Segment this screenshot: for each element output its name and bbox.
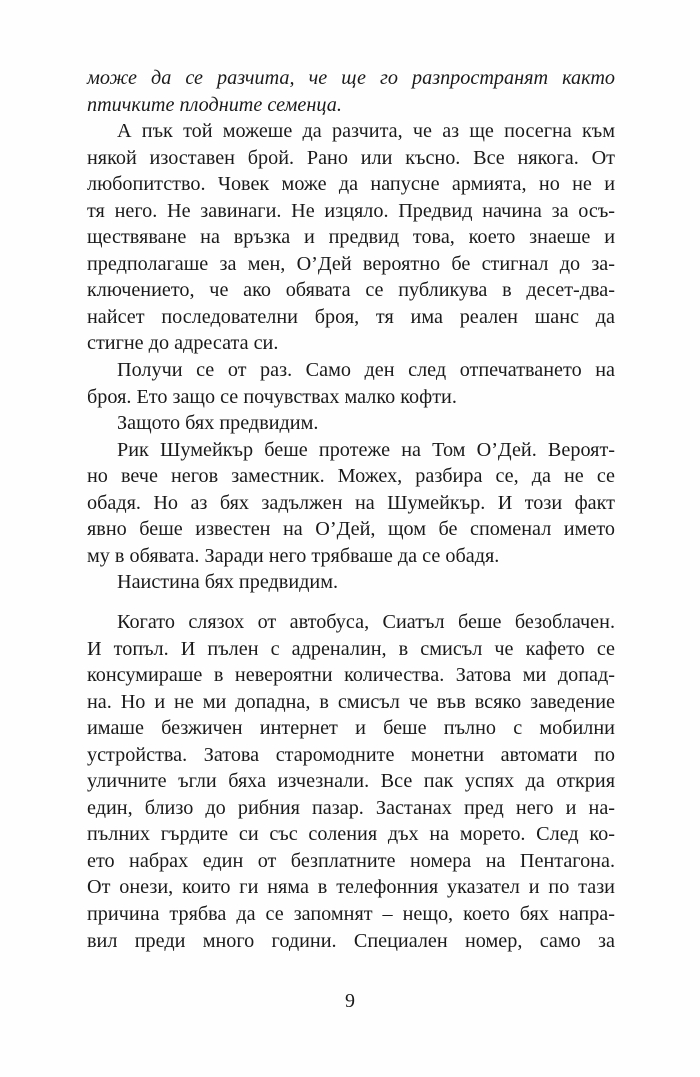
text-line: ето набрах един от безплатните номера на Пентагона. [87, 849, 615, 872]
text-line: може да се разчита, че ще го разпространят както [87, 67, 615, 89]
text-line: предполагаше за мен, О’Дей вероятно бе стигнал до за- [87, 252, 615, 275]
text-line: устройства. Затова старомодните монетни автомати по [87, 743, 615, 766]
text-line: имаше безжичен интернет и беше пълно с мобилни [87, 717, 615, 740]
text-line: тя него. Не завинаги. Не изцяло. Предвид начина за осъ- [87, 199, 615, 222]
text-line: Рик Шумейкър беше протеже на Том О’Дей. Вероят- [117, 438, 615, 461]
text-line: но вече негов заместник. Можех, разбира се, да не се [87, 465, 615, 488]
text-line: ществяване на връзка и предвид това, което знаеше и [87, 226, 615, 249]
text-line: броя. Ето защо се почувствах малко кофти. [87, 385, 457, 408]
text-block-bottom [87, 609, 615, 954]
text-block-top [87, 65, 615, 596]
text-line: Когато слязох от автобуса, Сиатъл беше безоблачен. [117, 611, 615, 633]
text-line: някой изоставен брой. Рано или късно. Все някога. От [87, 146, 615, 169]
text-line: причина трябва да се запомнят – нещо, което бях напра- [87, 903, 615, 926]
text-line: уличните ъгли бяха изчезнали. Все пак успях да открия [87, 770, 615, 793]
text-line: Наистина бях предвидим. [117, 571, 339, 594]
text-line: обадя. Но аз бях задължен на Шумейкър. И този факт [87, 491, 615, 514]
text-line: един, близо до рибния пазар. Застанах пред него и на- [87, 796, 615, 819]
text-line: любопитство. Човек може да напусне армията, но не и [87, 173, 615, 196]
text-line: птичките плодните семенца. [87, 93, 342, 116]
text-line: на. Но и не ми допадна, в смисъл че във всяко заведение [87, 690, 615, 713]
text-line: От онези, които ги няма в телефонния указател и по тази [87, 876, 615, 899]
text-line: ключението, че ако обявата се публикува в десет-два- [87, 279, 615, 302]
text-line: консумираше в невероятни количества. Затова ми допад- [87, 664, 615, 687]
text-line: вил преди много години. Специален номер, само за [87, 929, 615, 952]
text-line: стигне до адресата си. [87, 332, 279, 355]
text-line: Получи се от раз. Само ден след отпечатването на [117, 359, 615, 382]
page-number: 9 [345, 990, 355, 1012]
text-line: му в обявата. Заради него трябваше да се обадя. [87, 544, 500, 567]
text-line: Защото бях предвидим. [117, 412, 319, 435]
text-line: найсет последователни броя, тя има реален шанс да [87, 305, 615, 328]
text-line: И топъл. И пълен с адреналин, в смисъл че кафето се [87, 637, 615, 660]
text-line: пълних гърдите си със соления дъх на морето. След ко- [87, 823, 615, 846]
text-line: явно беше известен на О’Дей, щом бе споменал името [87, 518, 615, 541]
text-line: А пък той можеше да разчита, че аз ще посегна към [117, 120, 615, 143]
